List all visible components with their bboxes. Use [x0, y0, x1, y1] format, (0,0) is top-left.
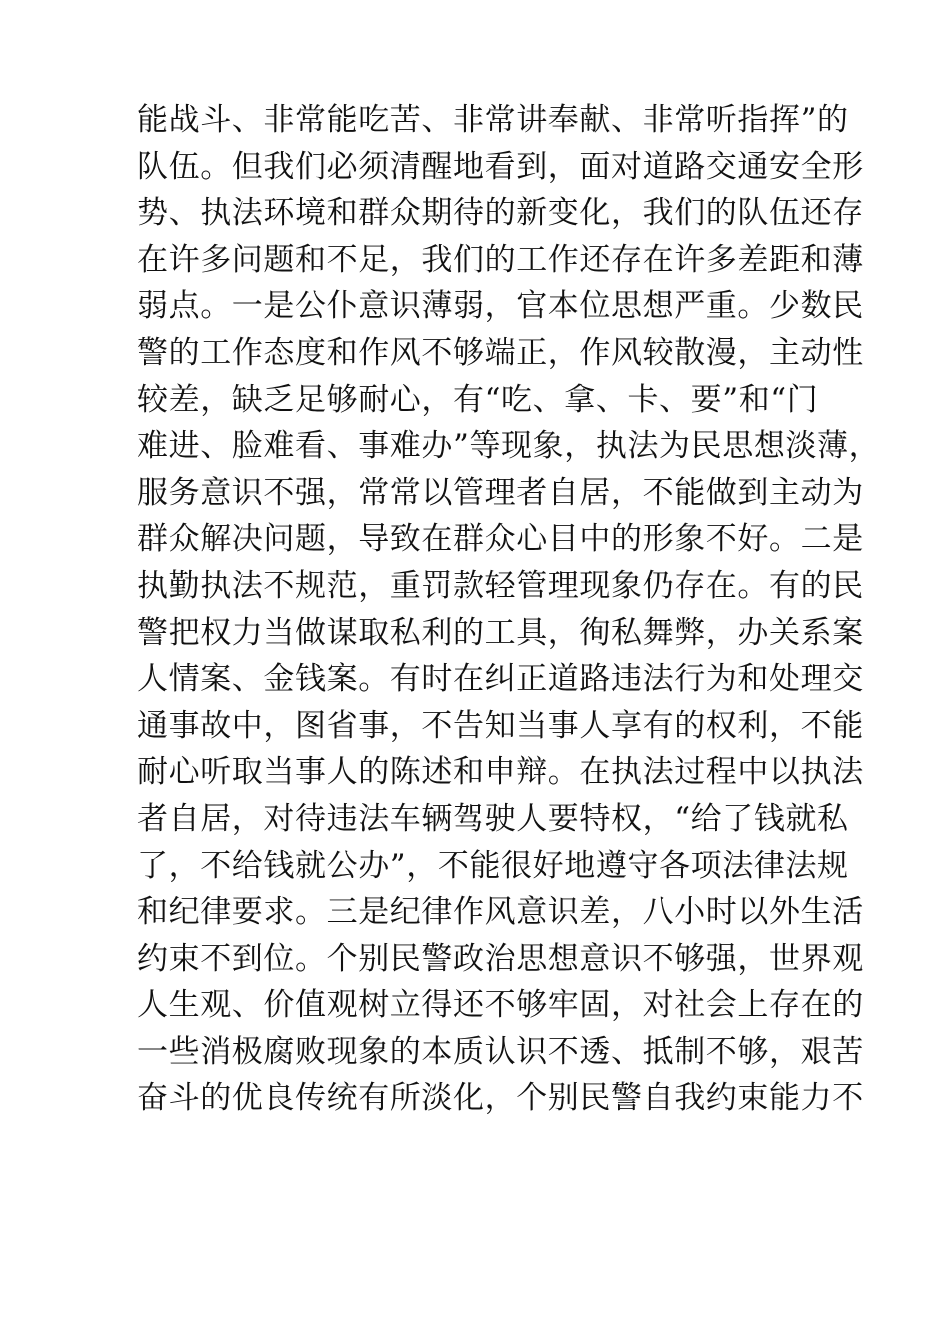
text-line: 人生观、价值观树立得还不够牢固，对社会上存在的	[137, 987, 864, 1024]
text-line: 群众解决问题，导致在群众心目中的形象不好。二是	[137, 521, 864, 558]
text-line: 弱点。一是公仆意识薄弱，官本位思想严重。少数民	[137, 288, 864, 325]
text-line: 在许多问题和不足，我们的工作还存在许多差距和薄	[137, 241, 864, 278]
text-line: 奋斗的优良传统有所淡化，个别民警自我约束能力不	[137, 1080, 864, 1117]
text-line: 警的工作态度和作风不够端正，作风较散漫，主动性	[137, 334, 864, 371]
text-line: 服务意识不强，常常以管理者自居，不能做到主动为	[137, 474, 864, 511]
text-line: 一些消极腐败现象的本质认识不透、抵制不够，艰苦	[137, 1033, 864, 1070]
text-line: 耐心听取当事人的陈述和申辩。在执法过程中以执法	[137, 754, 864, 791]
text-line: 人情案、金钱案。有时在纠正道路违法行为和处理交	[137, 661, 864, 698]
text-line: 势、执法环境和群众期待的新变化，我们的队伍还存	[137, 195, 864, 232]
text-line: 能战斗、非常能吃苦、非常讲奉献、非常听指挥”的	[137, 102, 849, 138]
text-line: 者自居，对待违法车辆驾驶人要特权，“给了钱就私	[137, 800, 849, 837]
text-line: 较差，缺乏足够耐心，有“吃、拿、卡、要”和“门	[137, 381, 819, 418]
text-line: 队伍。但我们必须清醒地看到，面对道路交通安全形	[137, 148, 864, 185]
text-line: 了，不给钱就公办”，不能很好地遵守各项法律法规	[137, 847, 849, 884]
text-line: 难进、脸难看、事难办”等现象，执法为民思想淡薄，	[137, 428, 881, 465]
text-line: 通事故中，图省事，不告知当事人享有的权利，不能	[137, 707, 864, 744]
body-text	[137, 97, 881, 1122]
text-line: 和纪律要求。三是纪律作风意识差，八小时以外生活	[137, 894, 864, 931]
text-line: 执勤执法不规范，重罚款轻管理现象仍存在。有的民	[137, 567, 864, 604]
text-line: 约束不到位。个别民警政治思想意识不够强，世界观	[137, 940, 864, 977]
text-line: 警把权力当做谋取私利的工具，徇私舞弊，办关系案	[137, 614, 864, 651]
